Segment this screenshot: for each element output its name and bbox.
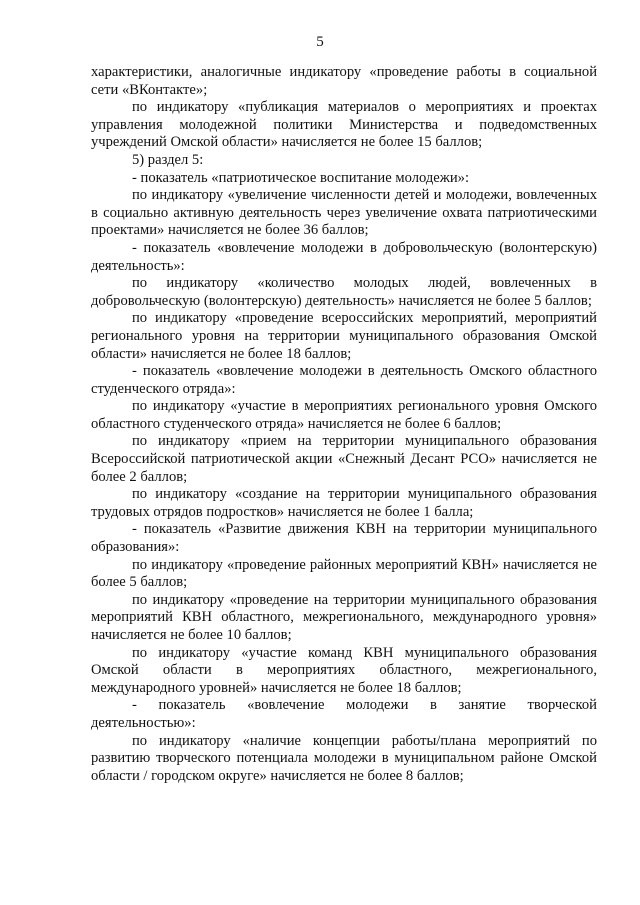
paragraph: по индикатору «проведение всероссийских мероприятий, мероприятий регионального уровня на территории муниципального образования Омской области» начисляется не более 18 баллов; (91, 310, 597, 362)
document-body (91, 64, 597, 785)
paragraph: по индикатору «участие в мероприятиях регионального уровня Омского областного студенческого отряда» начисляется не более 6 баллов; (91, 398, 597, 432)
indicator-heading: - показатель «вовлечение молодежи в добровольческую (волонтерскую) деятельность»: (91, 239, 597, 274)
paragraph: по индикатору «увеличение численности детей и молодежи, вовлеченных в социально активную деятельность через увеличение охвата патриотическими проектами» начисляется не более 36 баллов; (91, 187, 597, 239)
page-number: 5 (316, 34, 324, 50)
paragraph: по индикатору «создание на территории муниципального образования трудовых отрядов подростков» начисляется не более 1 балла; (91, 486, 597, 520)
paragraph: по индикатору «проведение районных мероприятий КВН» начисляется не более 5 баллов; (91, 556, 597, 591)
section-heading: 5) раздел 5: (132, 151, 204, 168)
paragraph: по индикатору «публикация материалов о мероприятиях и проектах управления молодежной политики Министерства и подведомственных учреждений Омской области» начисляется не более 15 баллов; (91, 99, 597, 151)
paragraph: по индикатору «участие команд КВН муниципального образования Омской области в мероприятиях областного, межрегионального, международного уровней» начисляется не более 18 баллов; (91, 644, 597, 696)
paragraph: по индикатору «количество молодых людей, вовлеченных в добровольческую (волонтерскую) деятельность» начисляется не более 5 баллов; (91, 275, 597, 309)
paragraph: по индикатору «проведение на территории муниципального образования мероприятий КВН областного, межрегионального, международного уровня» начисляется не более 10 баллов; (91, 591, 597, 643)
indicator-heading: - показатель «вовлечение молодежи в деятельность Омского областного студенческого отряда»: (91, 363, 597, 397)
paragraph: характеристики, аналогичные индикатору «проведение работы в социальной сети «ВКонтакте»; (91, 64, 597, 98)
indicator-heading: - показатель «Развитие движения КВН на территории муниципального образования»: (91, 521, 597, 556)
indicator-heading: - показатель «вовлечение молодежи в занятие творческой деятельностью»: (91, 697, 597, 731)
indicator-heading: - показатель «патриотическое воспитание молодежи»: (132, 169, 470, 186)
paragraph: по индикатору «наличие концепции работы/плана мероприятий по развитию творческого потенциала молодежи в муниципальном районе Омской области / городском округе» начисляется не более 8 баллов; (91, 732, 597, 784)
paragraph: по индикатору «прием на территории муниципального образования Всероссийской патриотической акции «Снежный Десант РСО» начисляется не более 2 баллов; (91, 433, 597, 485)
